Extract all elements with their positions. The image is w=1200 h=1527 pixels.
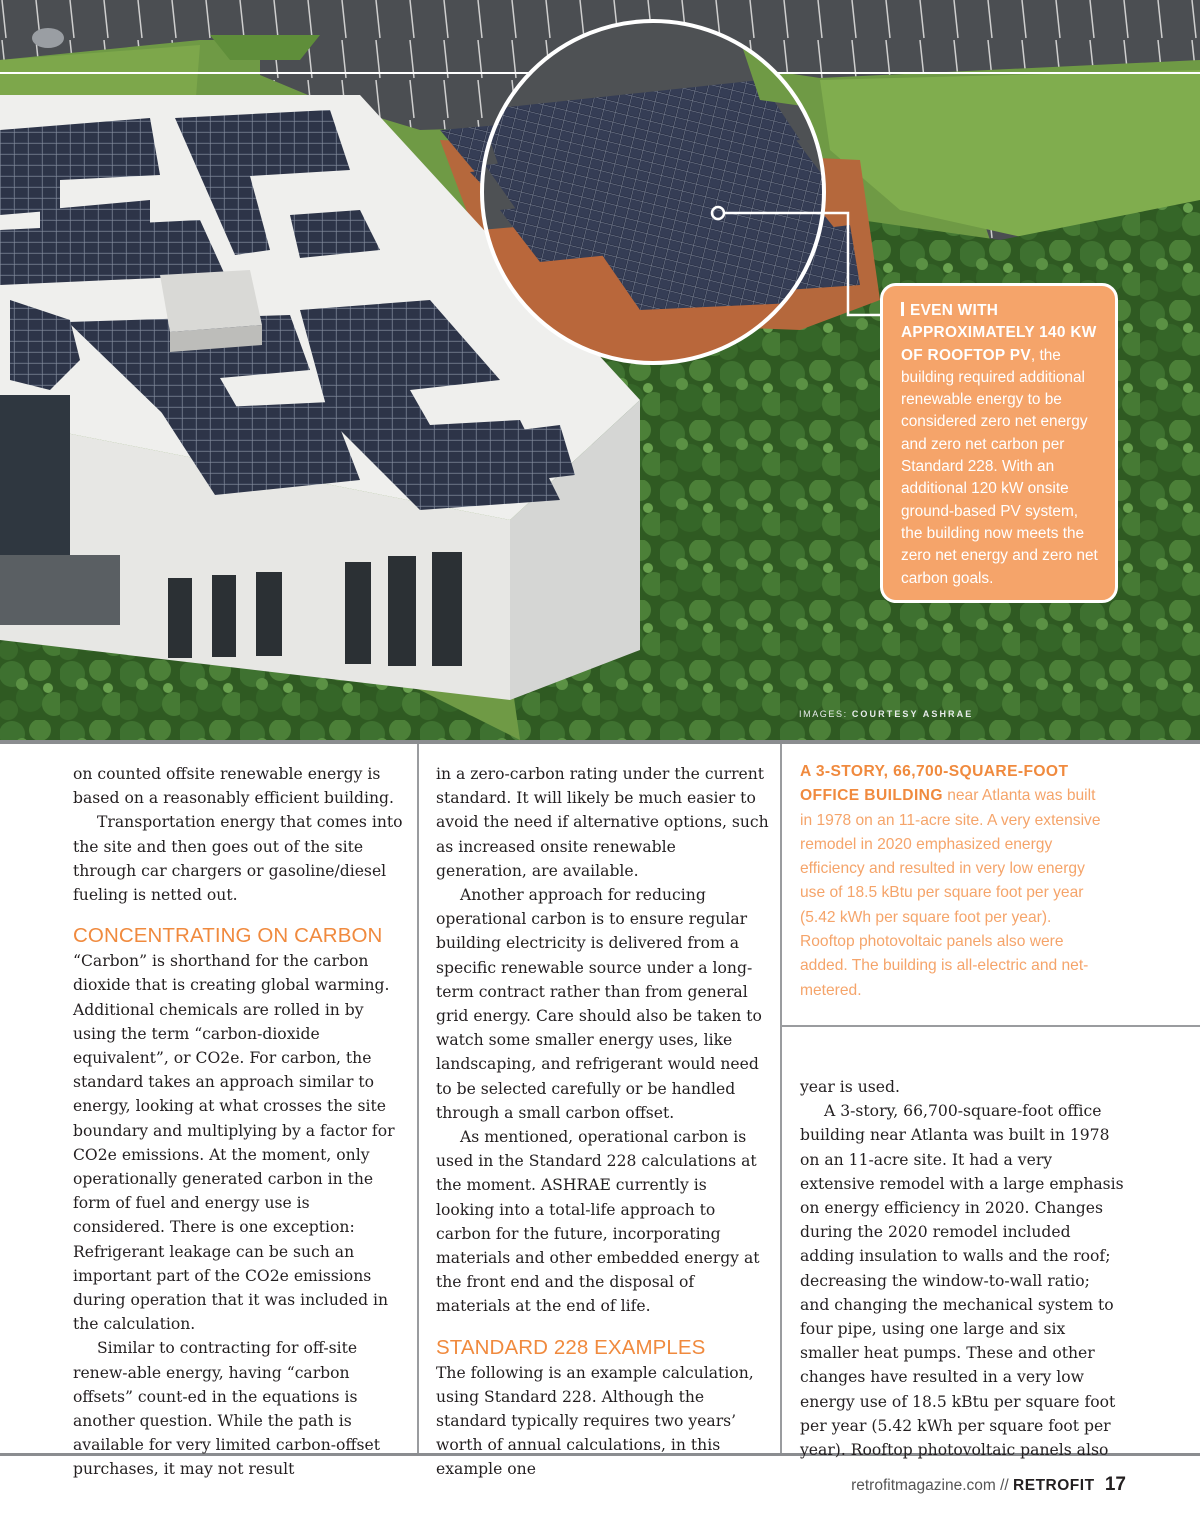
image-credit-text: COURTESY ASHRAE xyxy=(851,709,974,719)
paragraph: As mentioned, operational carbon is used in the Standard 228 calculations at the moment. ASHRAE currently is looking into a total-life approach to carbon for the future, incorporating materials and other embedded energy at the front end and the disposal of materials at the end of life. xyxy=(436,1128,760,1316)
paragraph: Another approach for reducing operational carbon is to ensure regular building electricity is delivered from a specific renewable source under a long-term contract rather than from general grid energy. Care should also be taken to watch some smaller energy uses, like landscaping, and refrigerant would need to be selected carefully or be handled through a small carbon offset. xyxy=(436,886,762,1122)
pullquote-divider xyxy=(782,1025,1200,1027)
article-column-1 xyxy=(73,762,405,1482)
column-divider-2 xyxy=(780,744,782,1453)
pull-quote-body: near Atlanta was built in 1978 on an 11-acre site. A very extensive remodel in 2020 emphasized energy efficiency and resulted in very low energy use of 18.5 kBtu per square foot per year (5.42 kWh per square foot per year). Rooftop photovoltaic panels also were added. The building is all-electric and net-metered. xyxy=(800,787,1101,999)
pull-quote-lead: A 3-STORY, 66,700-SQUARE-FOOT OFFICE BUILDING xyxy=(800,763,1069,805)
callout-marker xyxy=(901,302,904,316)
paragraph: “Carbon” is shorthand for the carbon dioxide that is creating global warming. Additional chemicals are rolled in by using the term “carbon-dioxide equivalent”, or CO2e. For carbon, the standard takes an approach similar to energy, looking at what crosses the site boundary and multiplying by a factor for CO2e emissions. At the moment, only operationally generated carbon in the form of fuel and energy use is considered. There is one exception: Refrigerant leakage can be such an important part of the CO2e emissions during operation that it was included in the calculation. xyxy=(73,952,395,1334)
image-credit-prefix: IMAGES: xyxy=(799,709,848,719)
photo-callout xyxy=(880,283,1118,603)
callout-body: , the building required additional renewable energy to be considered zero net energy and zero net carbon per Standard 228. With an additional 120 kW onsite ground-based PV system, the building now meets the zero net energy and zero net carbon goals. xyxy=(901,346,1098,587)
article-column-3 xyxy=(800,1075,1124,1462)
section-heading-examples: STANDARD 228 EXAMPLES xyxy=(436,1335,706,1359)
paragraph: year is used. xyxy=(800,1078,900,1096)
paragraph: A 3-story, 66,700-square-foot office building near Atlanta was built in 1978 on an 11-acre site. It had a very extensive remodel with a large emphasis on energy efficiency in 2020. Changes during the 2020 remodel included adding insulation to walls and the roof; decreasing the window-to-wall ratio; and changing the mechanical system to four pipe, using one large and six smaller heat pumps. These and other changes have resulted in a very low energy use of 18.5 kBtu per square foot per year (5.42 kWh per square foot per year). Rooftop photovoltaic panels also xyxy=(800,1102,1124,1460)
section-heading-carbon: CONCENTRATING ON CARBON xyxy=(73,924,383,948)
page-footer xyxy=(851,1474,1126,1496)
paragraph: Transportation energy that comes into the site and then goes out of the site through car chargers or gasoline/diesel fueling is netted out. xyxy=(73,813,403,905)
paragraph: Similar to contracting for off-site renew-able energy, having “carbon offsets” count-ed in the equations is another question. While the path is available for very limited carbon-offset purchases, it may not result xyxy=(73,1339,380,1479)
image-credit xyxy=(799,709,973,719)
footer-site: retrofitmagazine.com // xyxy=(851,1477,1009,1494)
callout-lead: EVEN WITH APPROXIMATELY 140 KW OF ROOFTOP PV xyxy=(901,302,1097,364)
column-divider-1 xyxy=(417,744,419,1453)
pull-quote xyxy=(800,760,1110,1003)
paragraph: on counted offsite renewable energy is based on a reasonably efficient building. xyxy=(73,765,394,808)
article-column-2 xyxy=(436,762,769,1482)
footer-brand: RETROFIT xyxy=(1013,1477,1095,1494)
top-divider xyxy=(0,740,1200,744)
paragraph: in a zero-carbon rating under the current standard. It will likely be much easier to avoid the need if alternative options, such as increased onsite renewable generation, are available. xyxy=(436,765,769,880)
page-number: 17 xyxy=(1104,1474,1126,1495)
aerial-photo xyxy=(0,0,1200,740)
paragraph: The following is an example calculation, using Standard 228. Although the standard typically requires two years’ worth of annual calculations, in this example one xyxy=(436,1363,754,1479)
